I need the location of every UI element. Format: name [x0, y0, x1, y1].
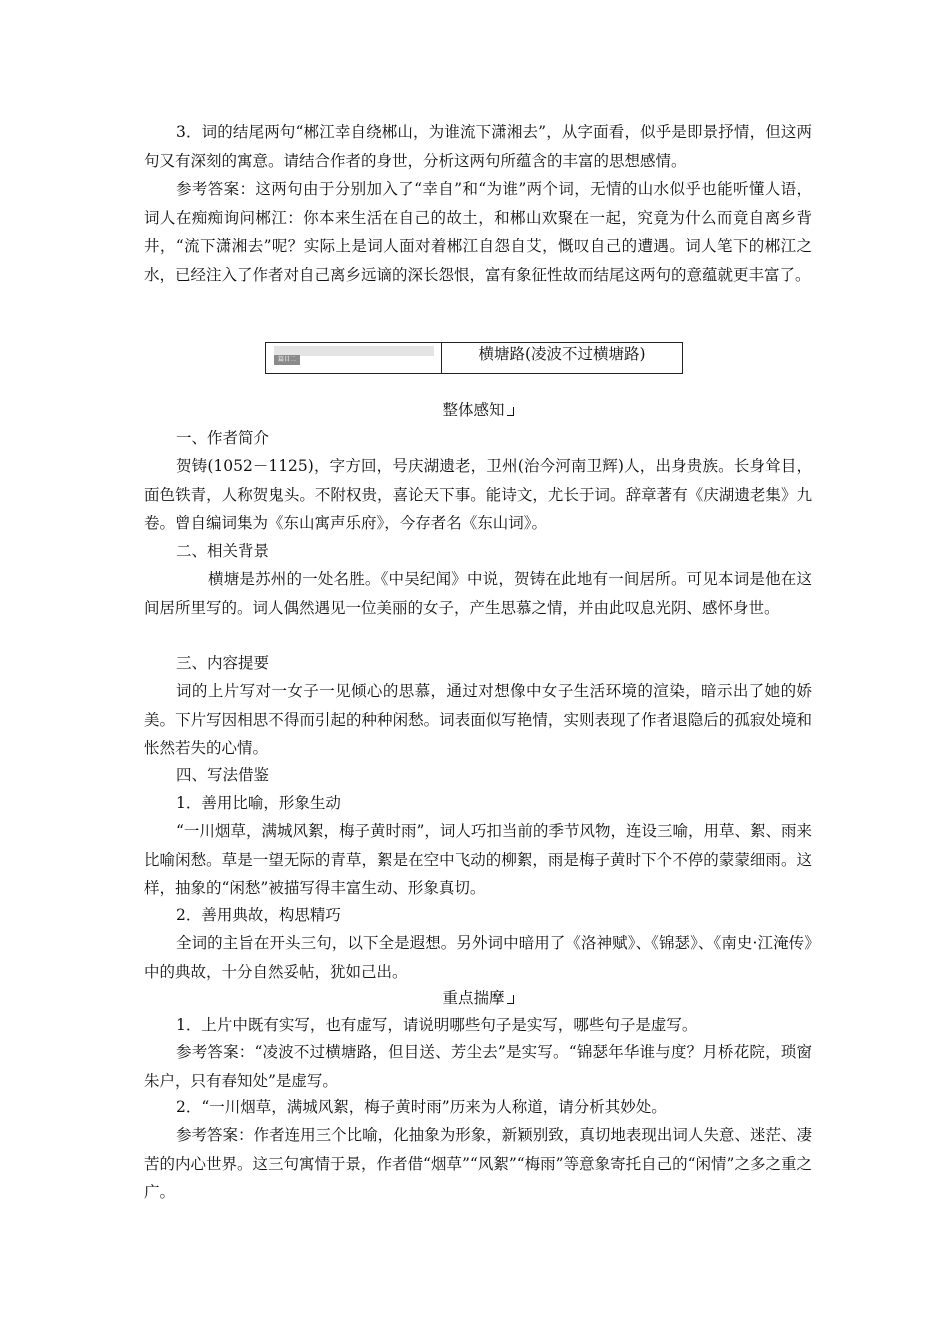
technique-heading: 四、写法借鉴	[176, 766, 270, 784]
technique-2-heading: 2．善用典故，构思精巧	[176, 906, 341, 924]
focus-answer-2: 参考答案：作者连用三个比喻，化抽象为形象，新颖别致，真切地表现出词人失意、迷茫、凄苦的内心世界。这三句寓情于景，作者借“烟草”“风絮”“梅雨”等意象寄托自己的“闲情”之多之重之广。	[144, 1126, 812, 1201]
overview-heading	[144, 396, 812, 424]
banner-tag-cell	[266, 343, 442, 373]
focus-question-1: 1．上片中既有实写，也有虚写，请说明哪些句子是实写，哪些句子是虚写。	[176, 1016, 698, 1034]
technique-2-text: 全词的主旨在开头三句，以下全是遐想。另外词中暗用了《洛神赋》、《锦瑟》、《南史·江淹传》中的典故，十分自然妥帖，犹如己出。	[144, 934, 812, 981]
technique-1-heading: 1．善用比喻，形象生动	[176, 794, 341, 812]
background-text: 横塘是苏州的一处名胜。《中吴纪闻》中说，贺铸在此地有一间居所。可见本词是他在这间居所里写的。词人偶然遇见一位美丽的女子，产生思慕之情，并由此叹息光阴、感怀身世。	[144, 570, 812, 617]
background-heading: 二、相关背景	[176, 542, 270, 560]
banner-tag	[274, 346, 434, 363]
author-heading: 一、作者简介	[176, 429, 270, 447]
author-text: 贺铸(1052－1125)，字方回，号庆湖遗老，卫州(治今河南卫辉)人，出身贵族。长身耸目，面色铁青，人称贺鬼头。不附权贵，喜论天下事。能诗文，尤长于词。辞章著有《庆湖遗老集》九卷。曾自编词集为《东山寓声乐府》，今存者名《东山词》。	[144, 457, 812, 532]
banner-tag-label: 篇目二	[274, 355, 300, 365]
focus-heading	[144, 984, 812, 1012]
content-heading: 三、内容提要	[176, 654, 270, 672]
question-3-prompt: 3．词的结尾两句“郴江幸自绕郴山，为谁流下潇湘去”，从字面看，似乎是即景抒情，但这两句又有深刻的寓意。请结合作者的身世，分析这两句所蕴含的丰富的思想感情。	[144, 123, 812, 170]
focus-answer-1: 参考答案：“凌波不过横塘路，但目送、芳尘去”是实写。“锦瑟年华谁与度？月桥花院，琐窗朱户，只有春知处”是虚写。	[144, 1043, 812, 1090]
focus-heading-text: 重点揣摩	[442, 989, 505, 1007]
banner-title: 横塘路(凌波不过横塘路)	[478, 345, 646, 363]
section-banner	[265, 342, 683, 374]
question-3-answer: 参考答案：这两句由于分别加入了“幸自”和“为谁”两个词，无情的山水似乎也能听懂人语，词人在痴痴询问郴江：你本来生活在自己的故土，和郴山欢聚在一起，究竟为什么而竟自离乡背井，“流下潇湘去”呢？实际上是词人面对着郴江自怨自艾，慨叹自己的遭遇。词人笔下的郴江之水，已经注入了作者对自己离乡远谪的深长怨恨，富有象征性故而结尾这两句的意蕴就更丰富了。	[144, 180, 812, 284]
focus-question-2: 2．“一川烟草，满城风絮，梅子黄时雨”历来为人称道，请分析其妙处。	[176, 1098, 667, 1116]
technique-1-text: “一川烟草，满城风絮，梅子黄时雨”，词人巧扣当前的季节风物，连设三喻，用草、絮、雨来比喻闲愁。草是一望无际的青草，絮是在空中飞动的柳絮，雨是梅子黄时下个不停的蒙蒙细雨。这样，抽象的“闲愁”被描写得丰富生动、形象真切。	[144, 822, 812, 897]
content-text: 词的上片写对一女子一见倾心的思慕，通过对想像中女子生活环境的渲染，暗示出了她的娇美。下片写因相思不得而引起的种种闲愁。词表面似写艳情，实则表现了作者退隐后的孤寂处境和怅然若失的心情。	[144, 682, 812, 757]
corner-mark-icon	[507, 407, 514, 416]
corner-mark-icon	[507, 995, 514, 1004]
overview-heading-text: 整体感知	[442, 401, 505, 419]
